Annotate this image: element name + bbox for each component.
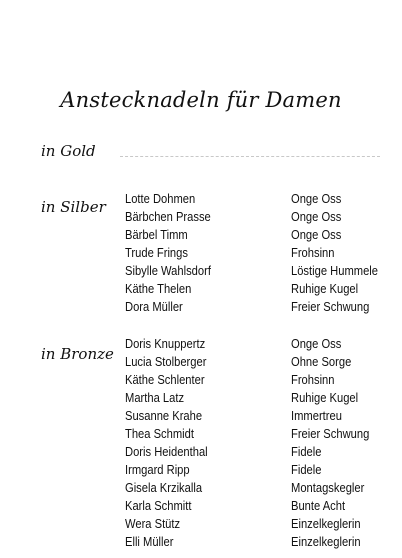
bronze-club: Freier Schwung (291, 426, 370, 441)
category-silber-label: in Silber (41, 198, 106, 216)
silber-name: Lotte Dohmen (125, 191, 196, 206)
bronze-club: Einzelkeglerin (291, 534, 361, 549)
bronze-club: Bunte Acht (291, 498, 346, 513)
silber-club: Löstige Hummele (291, 263, 378, 278)
silber-name: Bärbel Timm (125, 227, 188, 242)
page-title: Anstecknadeln für Damen (60, 88, 342, 112)
category-gold-label: in Gold (41, 142, 96, 160)
silber-name: Dora Müller (125, 299, 183, 314)
silber-name: Bärbchen Prasse (125, 209, 211, 224)
gold-placeholder-line (120, 156, 380, 157)
bronze-club: Ruhige Kugel (291, 390, 359, 405)
silber-name: Käthe Thelen (125, 281, 192, 296)
bronze-name: Käthe Schlenter (125, 372, 205, 387)
silber-name: Sibylle Wahlsdorf (125, 263, 211, 278)
bronze-club: Montagskegler (291, 480, 365, 495)
bronze-name: Wera Stütz (125, 516, 181, 531)
category-bronze-label: in Bronze (41, 345, 114, 363)
bronze-name: Susanne Krahe (125, 408, 203, 423)
bronze-name: Lucia Stolberger (125, 354, 207, 369)
silber-club: Frohsinn (291, 245, 335, 260)
bronze-name: Thea Schmidt (125, 426, 194, 441)
bronze-club: Immertreu (291, 408, 342, 423)
bronze-club: Einzelkeglerin (291, 516, 361, 531)
silber-club: Onge Oss (291, 227, 342, 242)
silber-clubs-list (291, 190, 378, 316)
bronze-name: Doris Heidenthal (125, 444, 208, 459)
bronze-name: Irmgard Ripp (125, 462, 190, 477)
silber-names-list (125, 190, 211, 316)
bronze-club: Frohsinn (291, 372, 335, 387)
bronze-name: Martha Latz (125, 390, 185, 405)
bronze-name: Elli Müller (125, 534, 174, 549)
bronze-club: Fidele (291, 444, 322, 459)
bronze-names-list (125, 335, 208, 551)
bronze-name: Gisela Krzikalla (125, 480, 203, 495)
silber-club: Ruhige Kugel (291, 281, 359, 296)
bronze-name: Doris Knuppertz (125, 336, 206, 351)
bronze-club: Fidele (291, 462, 322, 477)
silber-club: Onge Oss (291, 191, 342, 206)
bronze-club: Ohne Sorge (291, 354, 352, 369)
bronze-clubs-list (291, 335, 369, 551)
bronze-name: Karla Schmitt (125, 498, 192, 513)
silber-club: Freier Schwung (291, 299, 370, 314)
silber-club: Onge Oss (291, 209, 342, 224)
bronze-club: Onge Oss (291, 336, 342, 351)
silber-name: Trude Frings (125, 245, 188, 260)
